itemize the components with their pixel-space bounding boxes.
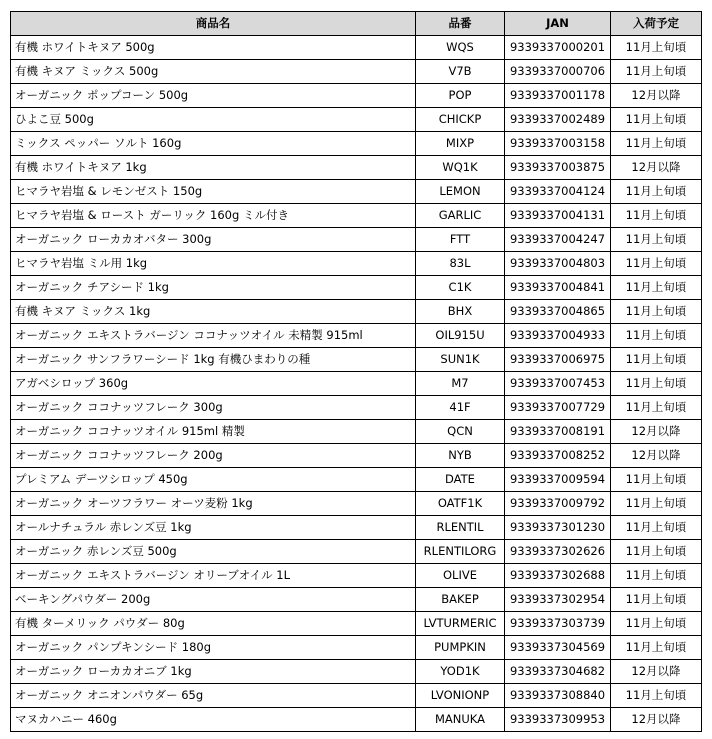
- jan-cell: 9339337304682: [505, 660, 611, 684]
- table-row: [11, 564, 702, 588]
- product-code-cell: 41F: [416, 396, 505, 420]
- arrival-cell: 11月上旬頃: [611, 612, 702, 636]
- jan-cell: 9339337000706: [505, 60, 611, 84]
- header-jan: JAN: [505, 12, 611, 36]
- arrival-cell: 11月上旬頃: [611, 36, 702, 60]
- arrival-cell: 12月以降: [611, 84, 702, 108]
- table-row: [11, 372, 702, 396]
- product-name-cell: オーガニック オニオンパウダー 65g: [11, 684, 416, 708]
- arrival-cell: 11月上旬頃: [611, 204, 702, 228]
- product-code-cell: BAKEP: [416, 588, 505, 612]
- table-row: [11, 132, 702, 156]
- jan-cell: 9339337302688: [505, 564, 611, 588]
- jan-cell: 9339337302626: [505, 540, 611, 564]
- arrival-cell: 11月上旬頃: [611, 252, 702, 276]
- arrival-cell: 12月以降: [611, 444, 702, 468]
- product-name-cell: オーガニック ココナッツフレーク 300g: [11, 396, 416, 420]
- product-name-cell: ヒマラヤ岩塩 & レモンゼスト 150g: [11, 180, 416, 204]
- jan-cell: 9339337004131: [505, 204, 611, 228]
- arrival-cell: 11月上旬頃: [611, 180, 702, 204]
- arrival-cell: 11月上旬頃: [611, 300, 702, 324]
- table-row: [11, 444, 702, 468]
- product-name-cell: アガベシロップ 360g: [11, 372, 416, 396]
- product-code-cell: MIXP: [416, 132, 505, 156]
- product-name-cell: 有機 ホワイトキヌア 500g: [11, 36, 416, 60]
- jan-cell: 9339337009792: [505, 492, 611, 516]
- product-name-cell: オーガニック ココナッツオイル 915ml 精製: [11, 420, 416, 444]
- table-header: [11, 12, 702, 36]
- jan-cell: 9339337007729: [505, 396, 611, 420]
- product-code-cell: QCN: [416, 420, 505, 444]
- product-name-cell: 有機 キヌア ミックス 1kg: [11, 300, 416, 324]
- product-name-cell: 有機 ターメリック パウダー 80g: [11, 612, 416, 636]
- product-name-cell: ベーキングパウダー 200g: [11, 588, 416, 612]
- arrival-cell: 12月以降: [611, 156, 702, 180]
- jan-cell: 9339337004865: [505, 300, 611, 324]
- product-code-cell: LEMON: [416, 180, 505, 204]
- product-code-cell: CHICKP: [416, 108, 505, 132]
- product-code-cell: MANUKA: [416, 708, 505, 732]
- table-row: [11, 108, 702, 132]
- product-name-cell: ミックス ペッパー ソルト 160g: [11, 132, 416, 156]
- table-row: [11, 588, 702, 612]
- product-table: [10, 11, 702, 732]
- product-code-cell: OLIVE: [416, 564, 505, 588]
- jan-cell: 9339337004933: [505, 324, 611, 348]
- table-row: [11, 276, 702, 300]
- jan-cell: 9339337002489: [505, 108, 611, 132]
- arrival-cell: 12月以降: [611, 420, 702, 444]
- table-row: [11, 204, 702, 228]
- jan-cell: 9339337000201: [505, 36, 611, 60]
- arrival-cell: 12月以降: [611, 660, 702, 684]
- product-name-cell: オールナチュラル 赤レンズ豆 1kg: [11, 516, 416, 540]
- arrival-cell: 11月上旬頃: [611, 516, 702, 540]
- product-code-cell: LVONIONP: [416, 684, 505, 708]
- table-row: [11, 228, 702, 252]
- table-row: [11, 252, 702, 276]
- table-row: [11, 468, 702, 492]
- arrival-cell: 11月上旬頃: [611, 324, 702, 348]
- arrival-cell: 11月上旬頃: [611, 492, 702, 516]
- product-code-cell: SUN1K: [416, 348, 505, 372]
- jan-cell: 9339337304569: [505, 636, 611, 660]
- product-code-cell: OATF1K: [416, 492, 505, 516]
- jan-cell: 9339337009594: [505, 468, 611, 492]
- arrival-cell: 11月上旬頃: [611, 276, 702, 300]
- product-name-cell: オーガニック ローカカオバター 300g: [11, 228, 416, 252]
- table-row: [11, 612, 702, 636]
- header-arrival: 入荷予定: [611, 12, 702, 36]
- product-code-cell: NYB: [416, 444, 505, 468]
- table-row: [11, 636, 702, 660]
- table-row: [11, 396, 702, 420]
- table-row: [11, 684, 702, 708]
- product-code-cell: YOD1K: [416, 660, 505, 684]
- product-name-cell: オーガニック オーツフラワー オーツ麦粉 1kg: [11, 492, 416, 516]
- table-row: [11, 300, 702, 324]
- product-code-cell: GARLIC: [416, 204, 505, 228]
- product-code-cell: 83L: [416, 252, 505, 276]
- arrival-cell: 11月上旬頃: [611, 540, 702, 564]
- jan-cell: 9339337004803: [505, 252, 611, 276]
- jan-cell: 9339337008191: [505, 420, 611, 444]
- table-row: [11, 540, 702, 564]
- product-name-cell: オーガニック パンプキンシード 180g: [11, 636, 416, 660]
- table-body: [11, 36, 702, 732]
- jan-cell: 9339337006975: [505, 348, 611, 372]
- table-row: [11, 324, 702, 348]
- arrival-cell: 12月以降: [611, 708, 702, 732]
- product-code-cell: C1K: [416, 276, 505, 300]
- product-name-cell: オーガニック サンフラワーシード 1kg 有機ひまわりの種: [11, 348, 416, 372]
- arrival-cell: 11月上旬頃: [611, 684, 702, 708]
- table-row: [11, 156, 702, 180]
- table-row: [11, 708, 702, 732]
- product-name-cell: 有機 ホワイトキヌア 1kg: [11, 156, 416, 180]
- product-code-cell: BHX: [416, 300, 505, 324]
- product-name-cell: マヌカハニー 460g: [11, 708, 416, 732]
- header-product-code: 品番: [416, 12, 505, 36]
- arrival-cell: 11月上旬頃: [611, 132, 702, 156]
- product-name-cell: オーガニック ローカカオニブ 1kg: [11, 660, 416, 684]
- product-code-cell: RLENTIL: [416, 516, 505, 540]
- table-row: [11, 36, 702, 60]
- product-name-cell: ヒマラヤ岩塩 ミル用 1kg: [11, 252, 416, 276]
- product-code-cell: FTT: [416, 228, 505, 252]
- product-code-cell: DATE: [416, 468, 505, 492]
- jan-cell: 9339337003875: [505, 156, 611, 180]
- jan-cell: 9339337308840: [505, 684, 611, 708]
- arrival-cell: 11月上旬頃: [611, 60, 702, 84]
- product-name-cell: オーガニック エキストラバージン ココナッツオイル 未精製 915ml: [11, 324, 416, 348]
- product-name-cell: オーガニック エキストラバージン オリーブオイル 1L: [11, 564, 416, 588]
- table-row: [11, 492, 702, 516]
- table-row: [11, 180, 702, 204]
- product-code-cell: OIL915U: [416, 324, 505, 348]
- table-row: [11, 84, 702, 108]
- jan-cell: 9339337301230: [505, 516, 611, 540]
- jan-cell: 9339337302954: [505, 588, 611, 612]
- table-row: [11, 420, 702, 444]
- product-code-cell: WQS: [416, 36, 505, 60]
- arrival-cell: 11月上旬頃: [611, 588, 702, 612]
- jan-cell: 9339337004247: [505, 228, 611, 252]
- product-code-cell: POP: [416, 84, 505, 108]
- product-name-cell: オーガニック ポップコーン 500g: [11, 84, 416, 108]
- jan-cell: 9339337004124: [505, 180, 611, 204]
- product-name-cell: オーガニック 赤レンズ豆 500g: [11, 540, 416, 564]
- product-name-cell: 有機 キヌア ミックス 500g: [11, 60, 416, 84]
- jan-cell: 9339337001178: [505, 84, 611, 108]
- product-name-cell: プレミアム デーツシロップ 450g: [11, 468, 416, 492]
- jan-cell: 9339337003158: [505, 132, 611, 156]
- product-name-cell: ヒマラヤ岩塩 & ロースト ガーリック 160g ミル付き: [11, 204, 416, 228]
- jan-cell: 9339337309953: [505, 708, 611, 732]
- product-code-cell: V7B: [416, 60, 505, 84]
- arrival-cell: 11月上旬頃: [611, 372, 702, 396]
- product-name-cell: ひよこ豆 500g: [11, 108, 416, 132]
- product-code-cell: RLENTILORG: [416, 540, 505, 564]
- table-row: [11, 60, 702, 84]
- table-row: [11, 660, 702, 684]
- product-name-cell: オーガニック ココナッツフレーク 200g: [11, 444, 416, 468]
- arrival-cell: 11月上旬頃: [611, 228, 702, 252]
- product-code-cell: LVTURMERIC: [416, 612, 505, 636]
- product-code-cell: PUMPKIN: [416, 636, 505, 660]
- arrival-cell: 11月上旬頃: [611, 564, 702, 588]
- jan-cell: 9339337303739: [505, 612, 611, 636]
- arrival-cell: 11月上旬頃: [611, 468, 702, 492]
- table-row: [11, 516, 702, 540]
- arrival-cell: 11月上旬頃: [611, 108, 702, 132]
- product-code-cell: M7: [416, 372, 505, 396]
- jan-cell: 9339337004841: [505, 276, 611, 300]
- arrival-cell: 11月上旬頃: [611, 396, 702, 420]
- product-code-cell: WQ1K: [416, 156, 505, 180]
- product-name-cell: オーガニック チアシード 1kg: [11, 276, 416, 300]
- table-row: [11, 348, 702, 372]
- jan-cell: 9339337007453: [505, 372, 611, 396]
- arrival-cell: 11月上旬頃: [611, 348, 702, 372]
- arrival-cell: 11月上旬頃: [611, 636, 702, 660]
- header-row: [11, 12, 702, 36]
- jan-cell: 9339337008252: [505, 444, 611, 468]
- header-product-name: 商品名: [11, 12, 416, 36]
